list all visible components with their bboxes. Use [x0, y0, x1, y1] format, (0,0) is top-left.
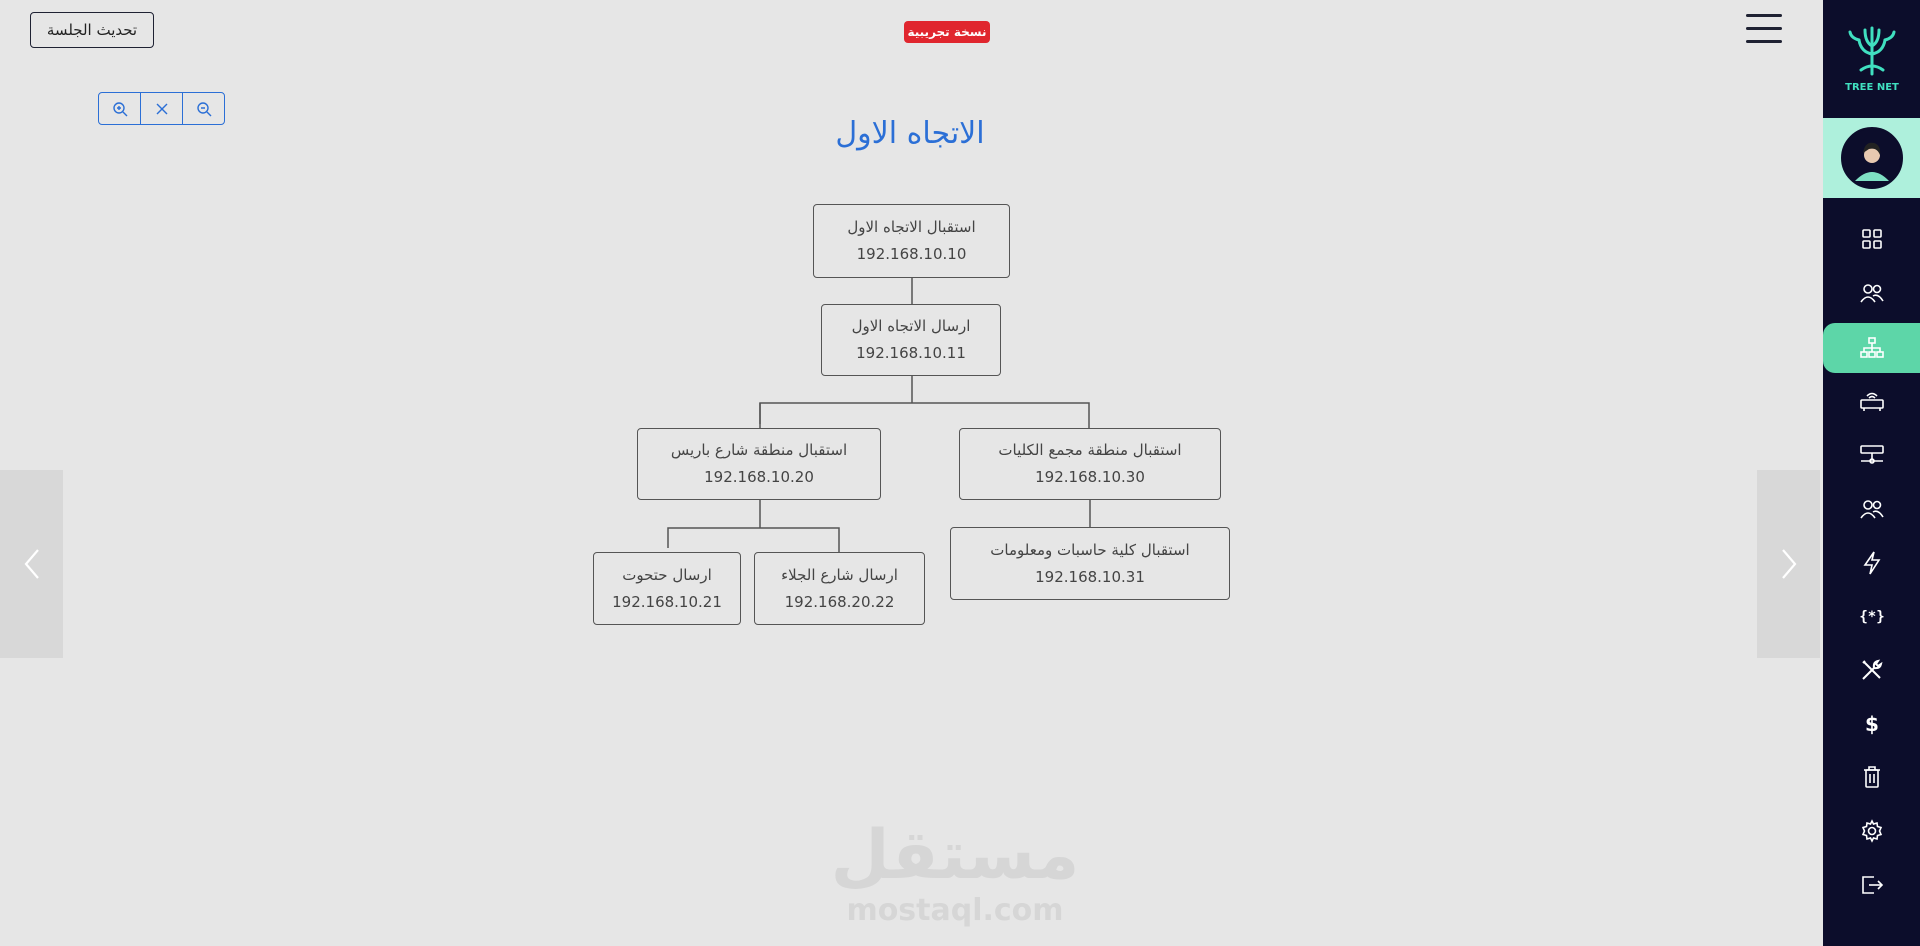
sidebar	[1823, 0, 1920, 946]
chevron-right-icon	[1779, 547, 1799, 581]
tools-icon	[1860, 658, 1884, 682]
nav-settings[interactable]	[1823, 806, 1920, 856]
tree-node-right-child[interactable]	[950, 527, 1230, 600]
nav-router[interactable]	[1823, 376, 1920, 426]
node-ip: 192.168.10.11	[856, 344, 966, 362]
node-ip: 192.168.10.21	[612, 592, 722, 611]
nav-groups[interactable]	[1823, 484, 1920, 534]
watermark-arabic: مستقل	[830, 816, 1080, 895]
nav-trash[interactable]	[1823, 752, 1920, 802]
server-icon	[1859, 444, 1885, 466]
dollar-icon	[1862, 712, 1882, 736]
tree-logo-icon	[1847, 24, 1897, 76]
chevron-left-icon	[22, 547, 42, 581]
nav-billing[interactable]	[1823, 699, 1920, 749]
node-ip: 192.168.10.20	[704, 468, 814, 486]
grid-icon	[1861, 228, 1883, 250]
node-name: ارسال الاتجاه الاول	[851, 317, 971, 335]
logout-icon	[1860, 874, 1884, 896]
svg-text:$: $	[1864, 712, 1879, 736]
group-icon	[1860, 498, 1884, 520]
trash-icon	[1862, 765, 1882, 789]
sitemap-icon	[1860, 337, 1884, 359]
trial-badge: نسخة تجريبية	[904, 21, 990, 43]
tree-node-right-branch[interactable]	[959, 428, 1221, 500]
tree-node-left-child-b[interactable]	[754, 552, 925, 625]
svg-text:{*}: {*}	[1858, 609, 1885, 625]
avatar-panel	[1823, 118, 1920, 198]
nav-logout[interactable]	[1823, 860, 1920, 910]
node-name: ارسال شارع الجلاء	[781, 565, 898, 584]
tree-node-left-child-a[interactable]	[593, 552, 741, 625]
node-ip: 192.168.10.31	[1035, 567, 1145, 586]
node-ip: 192.168.10.30	[1035, 468, 1145, 486]
logo-text: TREE NET	[1845, 82, 1899, 93]
node-name: ارسال حتحوت	[622, 565, 712, 584]
node-name: استقبال كلية حاسبات ومعلومات	[990, 540, 1190, 559]
user-avatar-icon	[1843, 129, 1901, 187]
nav-dashboard[interactable]	[1823, 214, 1920, 264]
node-name: استقبال منطقة مجمع الكليات	[998, 441, 1182, 459]
watermark-latin: mostaql.com	[846, 893, 1064, 928]
logo	[1843, 24, 1901, 93]
refresh-session-button[interactable]: تحديث الجلسة	[30, 12, 154, 48]
tree-node-left-branch[interactable]	[637, 428, 881, 500]
node-name: استقبال منطقة شارع باريس	[670, 441, 848, 459]
gear-icon	[1860, 819, 1884, 843]
next-button[interactable]	[1757, 470, 1820, 658]
nav-tools[interactable]	[1823, 645, 1920, 695]
node-ip: 192.168.20.22	[784, 592, 895, 611]
nav-server[interactable]	[1823, 430, 1920, 480]
nav-api[interactable]	[1823, 591, 1920, 641]
nav-power[interactable]	[1823, 538, 1920, 588]
lightning-icon	[1862, 551, 1882, 575]
tree-node-sender[interactable]	[821, 304, 1001, 376]
tree-node-root[interactable]	[813, 204, 1010, 278]
page-title: الاتجاه الاول	[835, 116, 985, 151]
nav-users[interactable]	[1823, 268, 1920, 318]
nav-network-tree[interactable]	[1823, 323, 1920, 373]
avatar[interactable]	[1841, 127, 1903, 189]
watermark	[830, 818, 1080, 928]
node-ip: 192.168.10.10	[856, 245, 967, 263]
router-icon	[1859, 390, 1885, 412]
code-braces-icon	[1859, 605, 1885, 627]
prev-button[interactable]	[0, 470, 63, 658]
node-name: استقبال الاتجاه الاول	[847, 218, 976, 236]
users-icon	[1860, 282, 1884, 304]
